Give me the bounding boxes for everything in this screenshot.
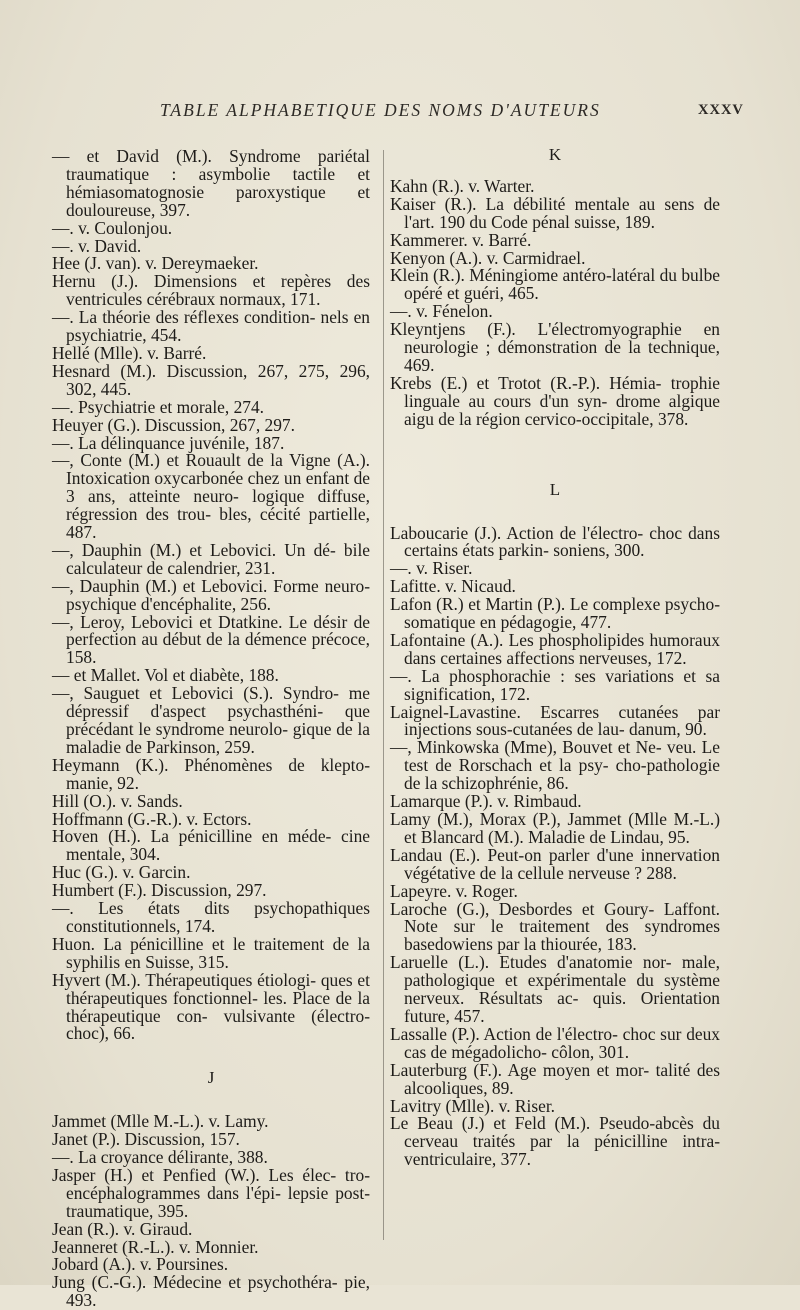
index-entry: Klein (R.). Méningiome antéro-latéral du bulbe opéré et guéri, 465. bbox=[390, 265, 720, 304]
index-entry: Lamy (M.), Morax (P.), Jammet (Mlle M.-L.) et Blancard (M.). Maladie de Lindau, 95. bbox=[390, 809, 720, 847]
index-entry: Hernu (J.). Dimensions et repères des ventricules cérébraux normaux, 171. bbox=[52, 271, 370, 310]
index-entry: Hyvert (M.). Thérapeutiques étiologi- ques et thérapeutiques fonctionnel- les. Place de la thérapeutique con- vulsivante (électro-choc), 66. bbox=[52, 969, 370, 1044]
index-entry: Krebs (E.) et Trotot (R.-P.). Hémia- trophie linguale au cours d'un syn- drome algique aigu de la région cervico-occipitale, 378. bbox=[390, 372, 720, 429]
index-entry: Heymann (K.). Phénomènes de klepto- manie, 92. bbox=[52, 754, 370, 793]
index-entry: Kaiser (R.). La débilité mentale au sens de l'art. 190 du Code pénal suisse, 189. bbox=[390, 193, 720, 232]
index-entry: Lassalle (P.). Action de l'électro- choc sur deux cas de mégadolicho- côlon, 301. bbox=[390, 1023, 720, 1062]
entry-list-h bbox=[52, 148, 370, 1043]
index-entry: —. La délinquance juvénile, 187. bbox=[52, 432, 285, 453]
index-entry: Lamarque (P.). v. Rimbaud. bbox=[390, 791, 582, 812]
index-entry: Le Beau (J.) et Feld (M.). Pseudo-abcès du cerveau traités par la pénicilline intra-ventriculaire, 377. bbox=[390, 1113, 720, 1170]
index-entry: Jung (C.-G.). Médecine et psychothéra- pie, 493. bbox=[52, 1272, 370, 1310]
index-entry: Huc (G.). v. Garcin. bbox=[52, 862, 191, 883]
index-entry: Laboucarie (J.). Action de l'électro- choc dans certains états parkin- soniens, 300. bbox=[390, 522, 720, 561]
index-entry: —, Dauphin (M.) et Lebovici. Forme neuro-psychique d'encéphalite, 256. bbox=[52, 575, 370, 614]
index-entry: Jeanneret (R.-L.). v. Monnier. bbox=[52, 1236, 259, 1257]
index-entry: Kahn (R.). v. Warter. bbox=[390, 175, 535, 196]
index-entry: —. La croyance délirante, 388. bbox=[52, 1147, 268, 1168]
index-entry: Lafitte. v. Nicaud. bbox=[390, 576, 516, 597]
index-entry: Lapeyre. v. Roger. bbox=[390, 880, 518, 901]
index-entry: Hill (O.). v. Sands. bbox=[52, 790, 183, 811]
index-entry: —, Minkowska (Mme), Bouvet et Ne- veu. Le test de Rorschach et la psy- cho-pathologie de la schizophrénie, 86. bbox=[390, 737, 720, 794]
index-entry: Laroche (G.), Desbordes et Goury- Laffont. Note sur le traitement des syndromes basedowiens par la thiourée, 183. bbox=[390, 898, 720, 955]
index-entry: —, Dauphin (M.) et Lebovici. Un dé- bile calculateur de calendrier, 231. bbox=[52, 539, 370, 578]
index-entry: Kammerer. v. Barré. bbox=[390, 229, 532, 250]
index-entry: — et Mallet. Vol et diabète, 188. bbox=[52, 665, 279, 686]
page-number: XXXV bbox=[698, 102, 744, 118]
index-entry: Kleyntjens (F.). L'électromyographie en neurologie ; démonstration de la technique, 469. bbox=[390, 319, 720, 375]
index-entry: —. Psychiatrie et morale, 274. bbox=[52, 396, 265, 417]
index-entry: Humbert (F.). Discussion, 297. bbox=[52, 880, 267, 901]
section-heading-l: L bbox=[549, 479, 561, 499]
index-entry: Hoven (H.). La pénicilline en méde- cine mentale, 304. bbox=[52, 826, 370, 865]
index-entry: Kenyon (A.). v. Carmidrael. bbox=[390, 247, 586, 268]
index-entry: —, Leroy, Lebovici et Dtatkine. Le désir de perfection au début de la démence précoce, 158. bbox=[52, 611, 370, 668]
index-entry: —. v. Fénelon. bbox=[390, 301, 493, 322]
index-entry: —. La théorie des réflexes condition- nels en psychiatrie, 454. bbox=[52, 307, 370, 346]
entry-list-k bbox=[390, 175, 720, 429]
index-entry: Lafontaine (A.). Les phospholipides humoraux dans certaines affections nerveuses, 172. bbox=[390, 629, 720, 668]
entry-list-j bbox=[52, 1113, 370, 1310]
left-column bbox=[52, 148, 370, 1310]
running-title: TABLE ALPHABETIQUE DES NOMS D'AUTEURS bbox=[160, 100, 601, 120]
index-entry: Landau (E.). Peut-on parler d'une innervation végétative de la cellule nerveuse ? 288. bbox=[390, 844, 720, 883]
index-entry: — et David (M.). Syndrome pariétal traumatique : asymbolie tactile et hémiasomatognosie paroxystique et douloureuse, 397. bbox=[52, 146, 370, 220]
index-entry: Hesnard (M.). Discussion, 267, 275, 296, 302, 445. bbox=[52, 360, 370, 399]
index-entry: —. v. Riser. bbox=[390, 558, 473, 579]
index-entry: Jobard (A.). v. Poursines. bbox=[52, 1254, 229, 1275]
column-divider bbox=[383, 150, 384, 1240]
index-entry: Hellé (Mlle). v. Barré. bbox=[52, 342, 207, 363]
index-entry: Lauterburg (F.). Age moyen et mor- talité des alcooliques, 89. bbox=[390, 1059, 720, 1098]
section-heading-k: K bbox=[548, 145, 562, 164]
index-entry: Heuyer (G.). Discussion, 267, 297. bbox=[52, 414, 295, 435]
index-entry: —, Conte (M.) et Rouault de la Vigne (A.). Intoxication oxycarbonée chez un enfant de 3 ans, atteinte neuro- logique diffuse, régression des trou- bles, cécité partielle, 487. bbox=[52, 450, 370, 543]
index-entry: —, Sauguet et Lebovici (S.). Syndro- me dépressif d'aspect psychasthéni- que précédant le syndrome neurolo- gique de la maladie de Parkinson, 259. bbox=[52, 683, 370, 757]
index-entry: Hee (J. van). v. Dereymaeker. bbox=[52, 253, 259, 274]
index-entry: Lafon (R.) et Martin (P.). Le complexe psycho-somatique en pédagogie, 477. bbox=[390, 594, 720, 633]
index-entry: Laruelle (L.). Etudes d'anatomie nor- male, pathologique et expérimentale du système nerveux. Résultats ac- quis. Orientation future, 457. bbox=[390, 952, 720, 1026]
index-entry: —. v. Coulonjou. bbox=[52, 217, 173, 238]
index-entry: Huon. La pénicilline et le traitement de la syphilis en Suisse, 315. bbox=[52, 933, 370, 972]
entry-list-l bbox=[390, 522, 720, 1170]
index-entry: Laignel-Lavastine. Escarres cutanées par injections sous-cutanées de lau- danum, 90. bbox=[390, 701, 720, 740]
index-entry: —. Les états dits psychopathiques constitutionnels, 174. bbox=[52, 898, 370, 936]
page-header bbox=[0, 100, 800, 124]
right-column bbox=[390, 145, 720, 1170]
index-entry: Jammet (Mlle M.-L.). v. Lamy. bbox=[52, 1111, 269, 1132]
index-entry: Jasper (H.) et Penfied (W.). Les élec- tro-encéphalogrammes dans l'épi- lepsie post-traumatique, 395. bbox=[52, 1164, 370, 1221]
index-entry: —. La phosphorachie : ses variations et sa signification, 172. bbox=[390, 665, 720, 704]
section-heading-j: J bbox=[207, 1068, 215, 1088]
index-entry: Jean (R.). v. Giraud. bbox=[52, 1218, 193, 1239]
index-entry: Janet (P.). Discussion, 157. bbox=[52, 1129, 240, 1150]
index-entry: —. v. David. bbox=[52, 235, 142, 256]
index-entry: Lavitry (Mlle). v. Riser. bbox=[390, 1095, 556, 1116]
index-entry: Hoffmann (G.-R.). v. Ectors. bbox=[52, 808, 252, 829]
